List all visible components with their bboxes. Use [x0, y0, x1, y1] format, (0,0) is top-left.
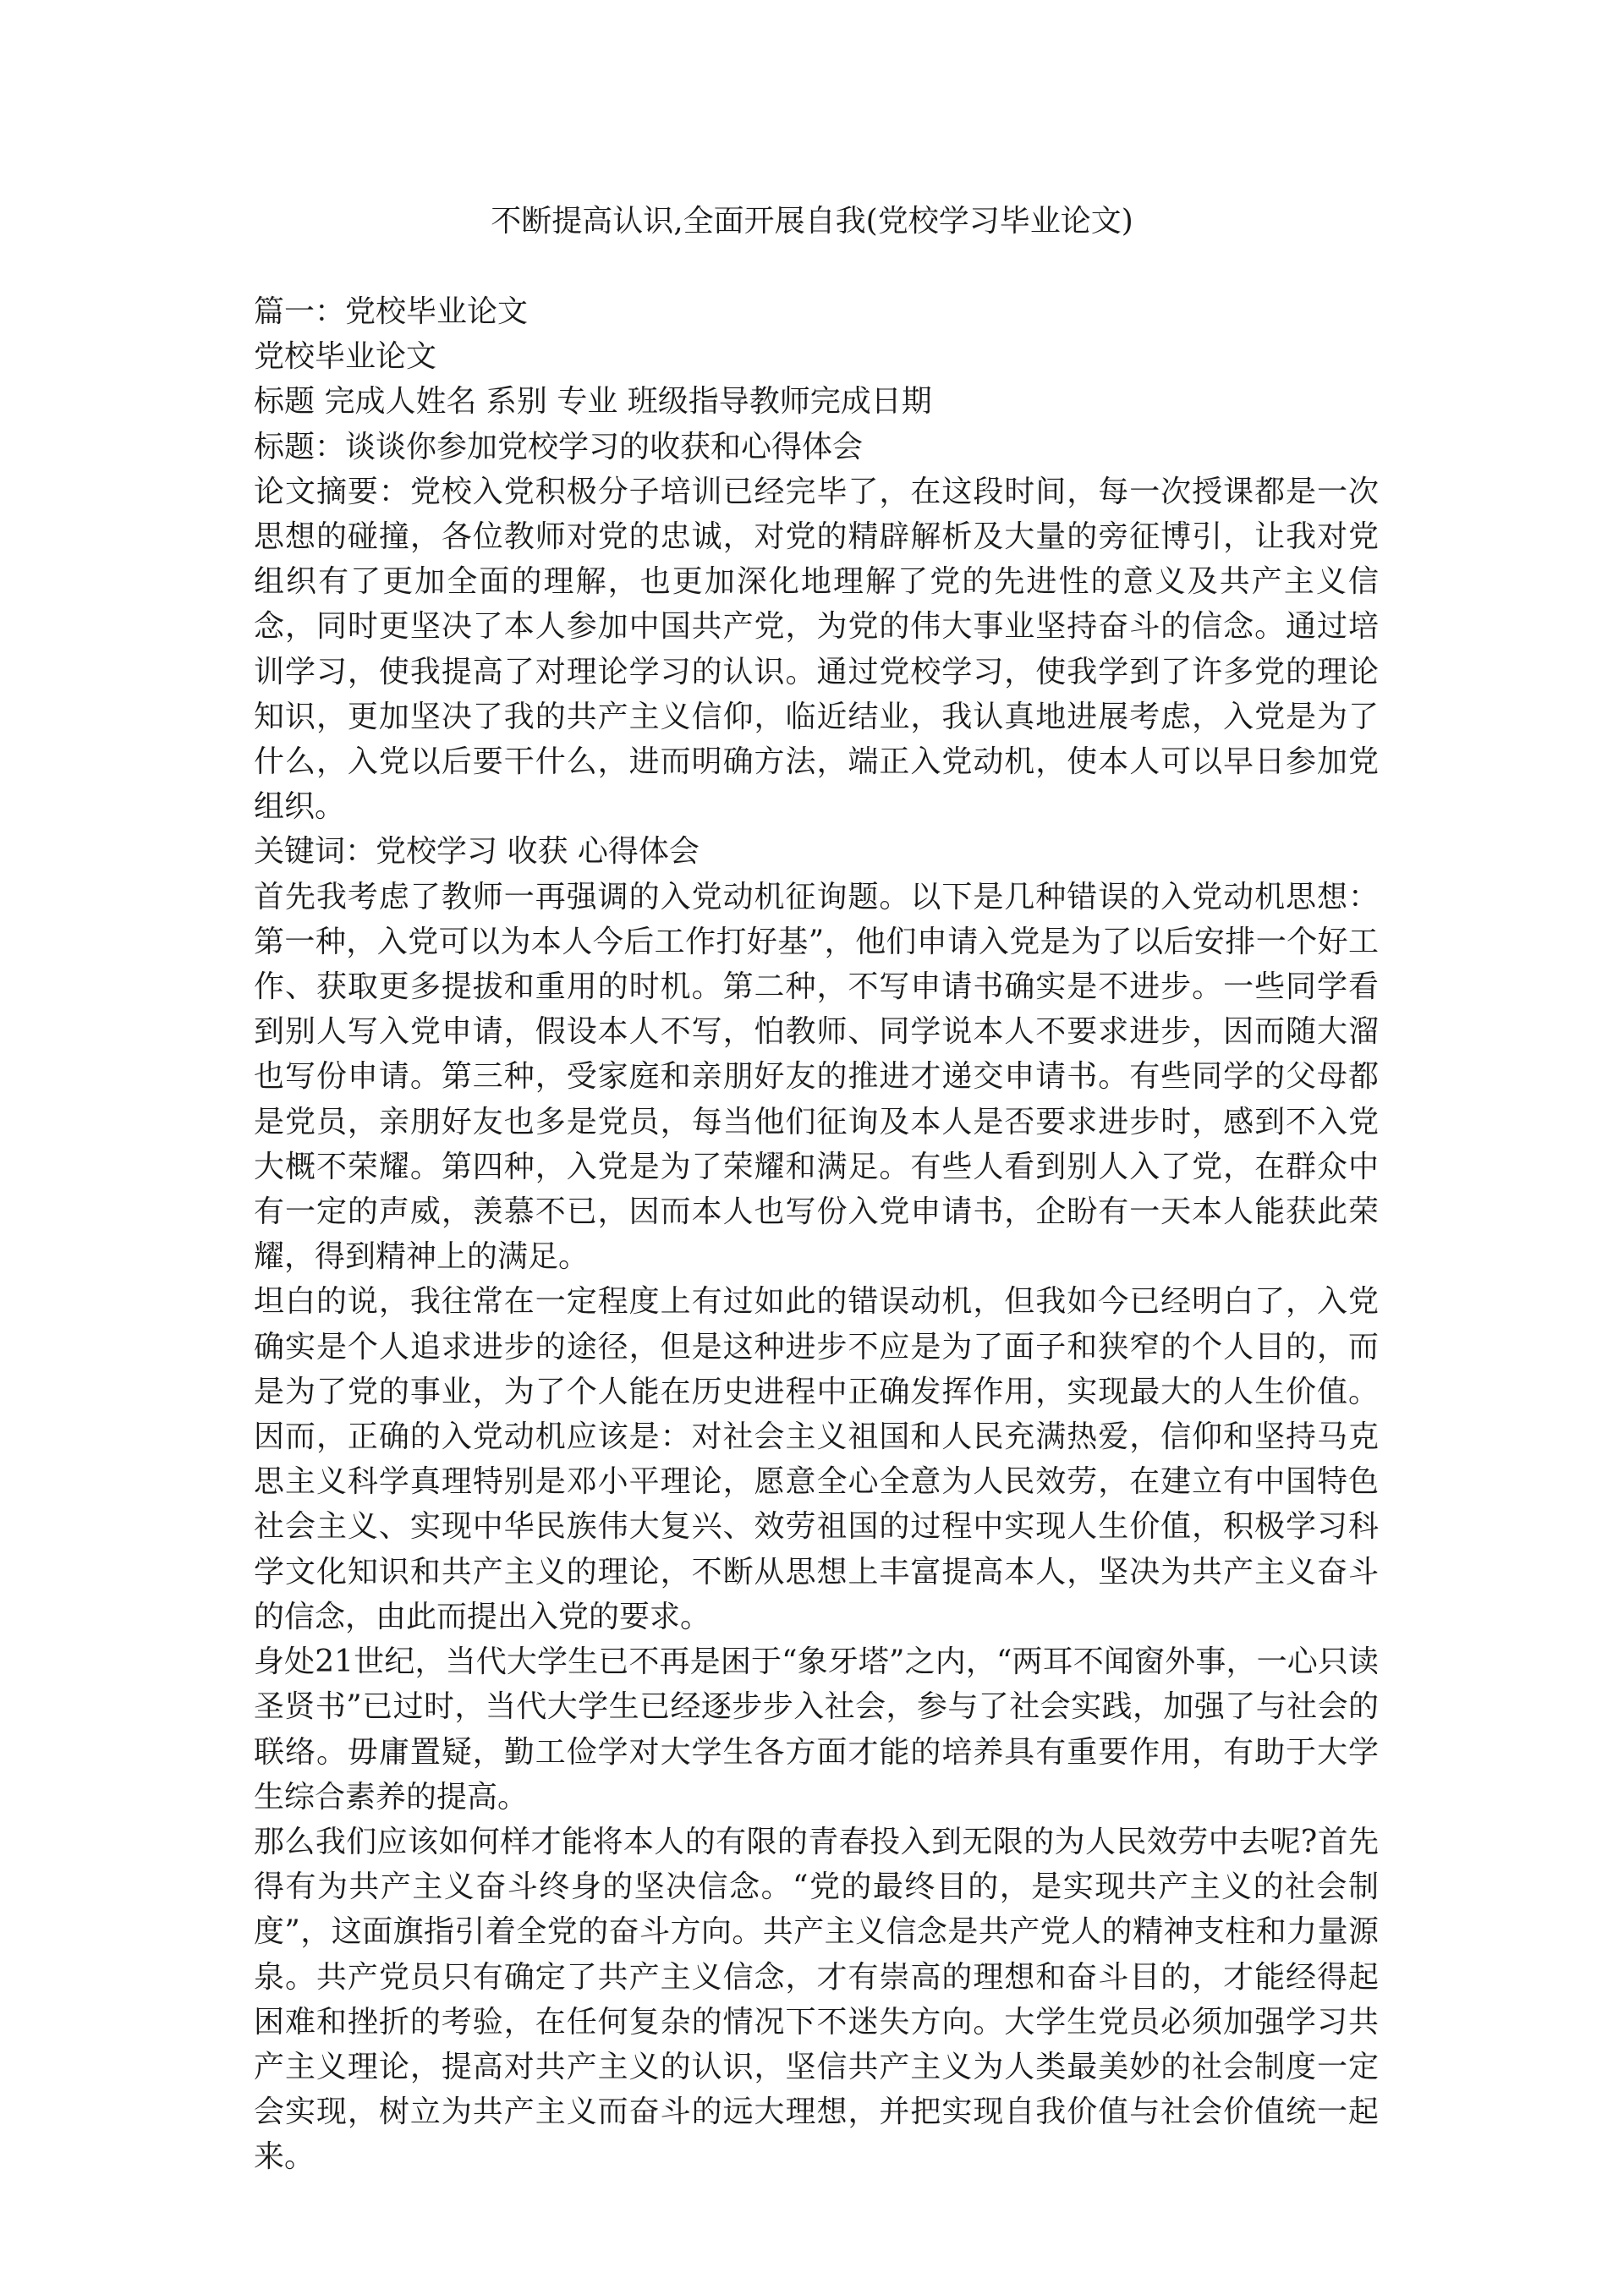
paper-title-line: 标题：谈谈你参加党校学习的收获和心得体会	[254, 429, 864, 464]
document-title: 不断提高认识,全面开展自我(党校学习毕业论文)	[491, 204, 1133, 239]
body-paragraph: 身处21世纪，当代大学生已不再是困于“象牙塔”之内，“两耳不闻窗外事，一心只读圣贤书”已过时，当代大学生已经逐步步入社会，参与了社会实践，加强了与社会的联络。毋庸置疑，勤工俭学对大学生各方面才能的培养具有重要作用，有助于大学生综合素养的提高。	[254, 1644, 1379, 1815]
document-body	[254, 289, 1379, 2180]
paper-type-line: 党校毕业论文	[254, 339, 437, 375]
section-heading: 篇一：党校毕业论文	[254, 294, 529, 329]
body-paragraph: 首先我考虑了教师一再强调的入党动机征询题。以下是几种错误的入党动机思想：第一种，入党可以为本人今后工作打好基”，他们申请入党是为了以后安排一个好工作、获取更多提拔和重用的时机。第二种，不写申请书确实是不进步。一些同学看到别人写入党申请，假设本人不写，怕教师、同学说本人不要求进步，因而随大溜也写份申请。第三种，受家庭和亲朋好友的推进才递交申请书。有些同学的父母都是党员，亲朋好友也多是党员，每当他们征询及本人是否要求进步时，感到不入党大概不荣耀。第四种，入党是为了荣耀和满足。有些人看到别人入了党，在群众中有一定的声威，羡慕不已，因而本人也写份入党申请书，企盼有一天本人能获此荣耀，得到精神上的满足。	[254, 879, 1379, 1275]
abstract-paragraph: 论文摘要：党校入党积极分子培训已经完毕了，在这段时间，每一次授课都是一次思想的碰撞，各位教师对党的忠诚，对党的精辟解析及大量的旁征博引，让我对党组织有了更加全面的理解，也更加深化地理解了党的先进性的意义及共产主义信念，同时更坚决了本人参加中国共产党，为党的伟大事业坚持奋斗的信念。通过培训学习，使我提高了对理论学习的认识。通过党校学习，使我学到了许多党的理论知识，更加坚决了我的共产主义信仰，临近结业，我认真地进展考虑，入党是为了什么，入党以后要干什么，进而明确方法，端正入党动机，使本人可以早日参加党组织。	[254, 474, 1379, 825]
cover-fields-line: 标题 完成人姓名 系别 专业 班级指导教师完成日期	[254, 384, 932, 420]
keywords-line: 关键词：党校学习 收获 心得体会	[254, 834, 700, 870]
body-paragraph: 那么我们应该如何样才能将本人的有限的青春投入到无限的为人民效劳中去呢?首先得有为共产主义奋斗终身的坚决信念。“党的最终目的，是实现共产主义的社会制度”，这面旗指引着全党的奋斗方向。共产主义信念是共产党人的精神支柱和力量源泉。共产党员只有确定了共产主义信念，才有崇高的理想和奋斗目的，才能经得起困难和挫折的考验，在任何复杂的情况下不迷失方向。大学生党员必须加强学习共产主义理论，提高对共产主义的认识，坚信共产主义为人类最美妙的社会制度一定会实现，树立为共产主义而奋斗的远大理想，并把实现自我价值与社会价值统一起来。	[254, 1824, 1379, 2175]
body-paragraph: 坦白的说，我往常在一定程度上有过如此的错误动机，但我如今已经明白了，入党确实是个人追求进步的途径，但是这种进步不应是为了面子和狭窄的个人目的，而是为了党的事业，为了个人能在历史进程中正确发挥作用，实现最大的人生价值。因而，正确的入党动机应该是：对社会主义祖国和人民充满热爱，信仰和坚持马克思主义科学真理特别是邓小平理论，愿意全心全意为人民效劳，在建立有中国特色社会主义、实现中华民族伟大复兴、效劳祖国的过程中实现人生价值，积极学习科学文化知识和共产主义的理论，不断从思想上丰富提高本人，坚决为共产主义奋斗的信念，由此而提出入党的要求。	[254, 1284, 1379, 1634]
